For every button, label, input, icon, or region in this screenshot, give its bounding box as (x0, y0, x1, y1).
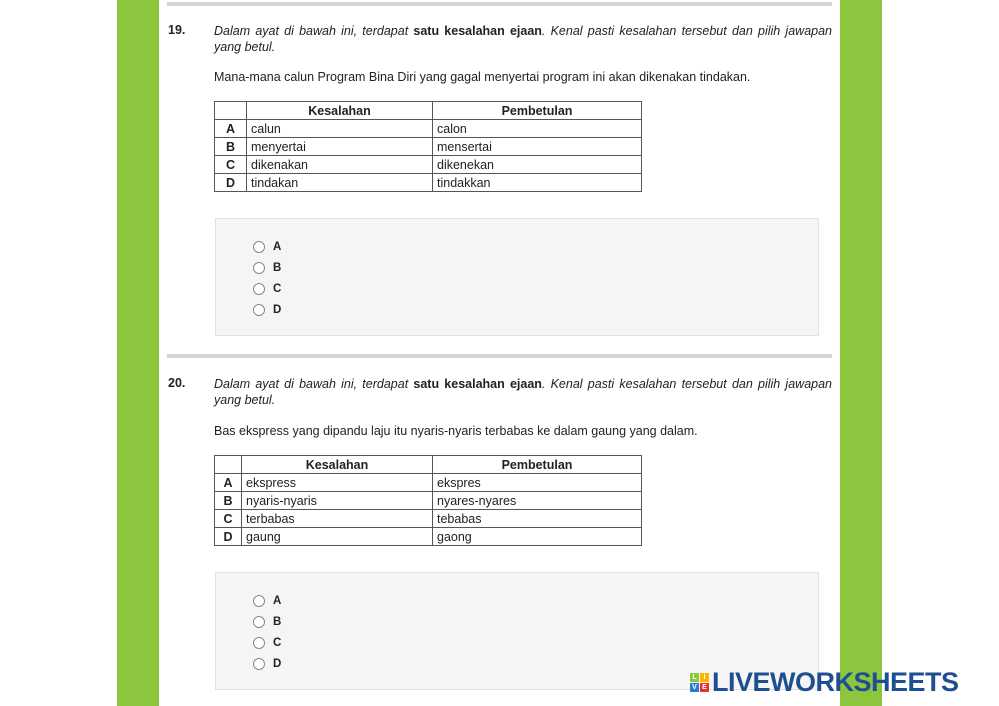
row-pembetulan: calon (433, 120, 642, 138)
row-letter: D (215, 528, 242, 546)
option-label: B (273, 616, 282, 628)
option-b[interactable] (253, 614, 281, 630)
row-letter: B (215, 138, 247, 156)
row-letter: C (215, 510, 242, 528)
answer-options-box (215, 218, 819, 336)
option-label: A (273, 241, 282, 253)
table-row (215, 120, 642, 138)
row-kesalahan: terbabas (242, 510, 433, 528)
radio-button[interactable] (253, 241, 265, 253)
radio-button[interactable] (253, 616, 265, 628)
table-header-corner (215, 102, 247, 120)
table-header-pembetulan: Pembetulan (433, 102, 642, 120)
option-a[interactable] (253, 239, 281, 255)
row-kesalahan: menyertai (247, 138, 433, 156)
question-number: 19. (168, 23, 186, 37)
table-row (215, 174, 642, 192)
table-row (215, 138, 642, 156)
row-letter: A (215, 120, 247, 138)
table-header-kesalahan: Kesalahan (247, 102, 433, 120)
option-d[interactable] (253, 656, 281, 672)
row-pembetulan: mensertai (433, 138, 642, 156)
option-c[interactable] (253, 635, 281, 651)
row-letter: A (215, 474, 242, 492)
option-label: D (273, 304, 282, 316)
row-letter: B (215, 492, 242, 510)
question-instruction: Dalam ayat di bawah ini, terdapat satu kesalahan ejaan. Kenal pasti kesalahan tersebut dan pilih jawapan yang betul. (214, 377, 832, 407)
table-row (215, 156, 642, 174)
table-row (215, 528, 642, 546)
liveworksheets-logo[interactable] (690, 666, 959, 698)
row-kesalahan: ekspress (242, 474, 433, 492)
row-letter: C (215, 156, 247, 174)
row-letter: D (215, 174, 247, 192)
radio-button[interactable] (253, 637, 265, 649)
row-pembetulan: gaong (433, 528, 642, 546)
answer-table (214, 101, 642, 192)
option-label: C (273, 637, 282, 649)
answer-table (214, 455, 642, 546)
option-c[interactable] (253, 281, 281, 297)
radio-button[interactable] (253, 595, 265, 607)
option-a[interactable] (253, 593, 281, 609)
table-row (215, 474, 642, 492)
row-kesalahan: gaung (242, 528, 433, 546)
row-pembetulan: ekspres (433, 474, 642, 492)
row-pembetulan: nyares-nyares (433, 492, 642, 510)
logo-grid-cell: E (700, 683, 709, 692)
table-header-row (215, 456, 642, 474)
row-kesalahan: dikenakan (247, 156, 433, 174)
question-number: 20. (168, 376, 186, 390)
option-d[interactable] (253, 302, 281, 318)
row-kesalahan: calun (247, 120, 433, 138)
table-header-pembetulan: Pembetulan (433, 456, 642, 474)
row-kesalahan: tindakan (247, 174, 433, 192)
row-kesalahan: nyaris-nyaris (242, 492, 433, 510)
question-sentence: Mana-mana calun Program Bina Diri yang gagal menyertai program ini akan dikenakan tindakan. (214, 70, 751, 84)
table-row (215, 510, 642, 528)
separator-rule (167, 354, 832, 358)
option-label: D (273, 658, 282, 670)
row-pembetulan: dikenekan (433, 156, 642, 174)
option-label: B (273, 262, 282, 274)
logo-grid-icon (690, 673, 709, 692)
radio-button[interactable] (253, 304, 265, 316)
option-b[interactable] (253, 260, 281, 276)
logo-text: LIVEWORKSHEETS (712, 666, 959, 697)
question-instruction: Dalam ayat di bawah ini, terdapat satu kesalahan ejaan. Kenal pasti kesalahan tersebut dan pilih jawapan yang betul. (214, 24, 832, 54)
table-header-kesalahan: Kesalahan (242, 456, 433, 474)
row-pembetulan: tebabas (433, 510, 642, 528)
table-row (215, 492, 642, 510)
logo-grid-cell: V (690, 683, 699, 692)
table-header-corner (215, 456, 242, 474)
option-label: A (273, 595, 282, 607)
option-label: C (273, 283, 282, 295)
radio-button[interactable] (253, 658, 265, 670)
left-border-strip (117, 0, 159, 706)
radio-button[interactable] (253, 262, 265, 274)
table-header-row (215, 102, 642, 120)
logo-grid-cell: L (690, 673, 699, 682)
question-sentence: Bas ekspress yang dipandu laju itu nyaris-nyaris terbabas ke dalam gaung yang dalam. (214, 424, 698, 438)
radio-button[interactable] (253, 283, 265, 295)
logo-grid-cell: I (700, 673, 709, 682)
row-pembetulan: tindakkan (433, 174, 642, 192)
separator-rule (167, 2, 832, 6)
right-border-strip (840, 0, 882, 706)
